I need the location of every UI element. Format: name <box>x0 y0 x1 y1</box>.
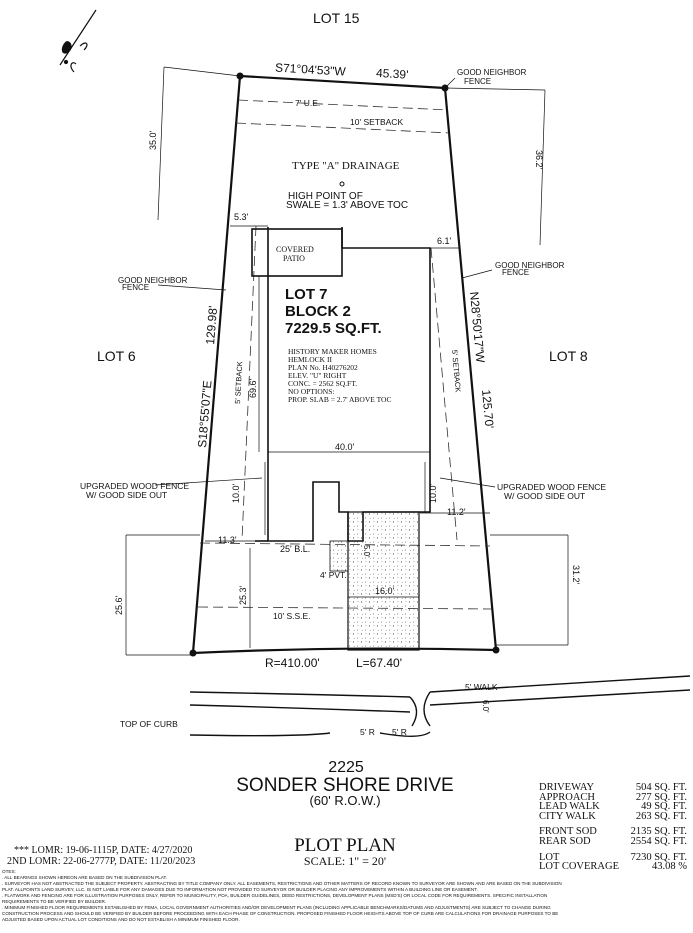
notes-title: OTES: <box>2 869 16 874</box>
dim-side-right: 10.0' <box>428 483 438 503</box>
dim-walk-small: 5.0' <box>362 545 371 558</box>
lot-corner-marker <box>190 650 197 657</box>
general-notes <box>2 869 692 923</box>
plot-plan-title: PLOT PLAN <box>294 835 396 856</box>
distance-left: 129.98' <box>203 305 221 346</box>
area-value: 43.08 % <box>652 861 687 873</box>
street-number: 2225 <box>328 759 364 776</box>
gn-fence-top-line2: FENCE <box>464 77 492 86</box>
neighbor-left: LOT 6 <box>97 348 136 364</box>
lomr-first: *** LOMR: 19-06-1115P, DATE: 4/27/2020 <box>14 845 193 856</box>
note-line: REQUIREMENTS TO BE VERIFIED BY BUILDER. <box>2 899 107 904</box>
setback-right-label: 5' SETBACK <box>450 349 463 393</box>
area-label: LOT COVERAGE <box>539 861 620 873</box>
builder-info <box>288 347 391 404</box>
radius-left: 5' R <box>360 727 375 737</box>
upgraded-left-line1: UPGRADED WOOD FENCE <box>80 481 190 491</box>
note-line: ADJUSTED BASED UPON ACTUAL LOT CONDITIONS AND DO NOT ESTABLISH A MINIMUM FINISHED FLOOR. <box>2 917 240 922</box>
note-line: . ALL BEARINGS SHOWN HEREON ARE BASED ON THE SUBDIVISION PLAT. <box>2 875 168 880</box>
dim-driveway-width: 16.0' <box>375 586 395 596</box>
covered-patio-line2: PATIO <box>283 254 305 263</box>
dim-top-left: 35.0' <box>148 130 158 150</box>
street-name: SONDER SHORE DRIVE <box>236 775 454 796</box>
area-value: 49 SQ. FT. <box>641 801 687 813</box>
dim-side-left: 10.0' <box>231 483 241 503</box>
lot-north-label: LOT 15 <box>313 10 360 26</box>
bl-label: 25' B.L. <box>280 544 311 554</box>
area-value: 263 SQ. FT. <box>635 810 687 822</box>
area-label: LEAD WALK <box>539 801 600 813</box>
lot-area: 7229.5 SQ.FT. <box>285 320 382 337</box>
bearing-top: S71°04'53"W <box>274 60 347 79</box>
gn-fence-left-line2: FENCE <box>122 283 150 292</box>
covered-patio-line1: COVERED <box>276 245 314 254</box>
area-row <box>539 812 687 822</box>
note-line: PLAT. ALLPOINTS LAND SURVEY, LLC. IS NOT LIABLE FOR ANY DAMAGES DUE TO INFORMATION NOT PROVIDED TO SURVEYOR OR BUILDER PLACING ANY IMPROVEMENTS WITHIN A BUILDING LINE OR EASEMENT. <box>2 887 478 892</box>
top-of-curb-label: TOP OF CURB <box>120 719 178 729</box>
builder-line: PROP. SLAB = 2.7' ABOVE TOC <box>288 395 392 404</box>
builder-line: NO OPTIONS: <box>288 387 335 396</box>
lot-number: LOT 7 <box>285 286 328 303</box>
upgraded-left-line2: W/ GOOD SIDE OUT <box>86 490 168 500</box>
neighbor-right: LOT 8 <box>549 348 588 364</box>
dim-front-mid: 25.3' <box>238 585 248 605</box>
curve-radius: R=410.00' <box>265 656 320 670</box>
upgraded-right-line1: UPGRADED WOOD FENCE <box>497 482 607 492</box>
dim-front-left: 25.6' <box>114 595 124 615</box>
gn-fence-left-line1: GOOD NEIGHBOR <box>118 276 188 285</box>
dim-top-right: 36.2' <box>534 150 544 170</box>
gn-fence-top-line1: GOOD NEIGHBOR <box>457 68 527 77</box>
builder-line: HEMLOCK II <box>288 355 332 364</box>
sse-label: 10' S.S.E. <box>273 611 311 621</box>
note-line: CONSTRUCTION PROCESS AND SHOULD BE VERIFIED BY BUILDER BEFORE PROCEEDING WITH EACH PHASE OF CONSTRUCTION. PROPOSED FINISHED FLOOR HEIGHTS ABOVE TOP OF CURB ARE CALCULATIONS FOR DRAINAGE PURPOSES TO BE <box>2 911 559 916</box>
area-label: APPROACH <box>539 791 596 803</box>
area-value: 2554 SQ. FT. <box>630 835 687 847</box>
upgraded-right-line2: W/ GOOD SIDE OUT <box>504 491 586 501</box>
ue-label: 7' U.E. <box>295 98 321 108</box>
area-summary-table <box>539 783 687 872</box>
area-label: DRIVEWAY <box>539 782 595 793</box>
note-line: . MINIMUM FINISHED FLOOR REQUIREMENTS ESTABLISHED BY FEMA, LOCAL GOVERNMENT AUTHORITIES AND/OR DEVELOPMENT PLANS (INCLUDING APPLICABLE BENCHMARKS/DATUMS AND ADJUSTMENTS) ARE SUBJECT TO CHANGE DURING <box>2 905 551 910</box>
builder-line: ELEV. "U" RIGHT <box>288 371 347 380</box>
high-point-marker <box>340 182 344 186</box>
dim-house-depth: 69.6' <box>248 378 258 398</box>
plot-plan-scale: SCALE: 1" = 20' <box>303 854 387 868</box>
curve-length: L=67.40' <box>356 656 403 670</box>
setback-left-label: 5' SETBACK <box>233 360 245 405</box>
walk-label: 5' WALK <box>465 682 498 692</box>
area-value: 277 SQ. FT. <box>635 791 687 803</box>
rear-setback-label: 10' SETBACK <box>350 117 404 127</box>
pvt-label: 4' PVT. <box>320 570 347 580</box>
high-point-line2: SWALE = 1.3' ABOVE TOC <box>286 200 409 211</box>
dim-house-width: 40.0' <box>335 442 355 452</box>
driveway <box>348 512 419 650</box>
area-label: CITY WALK <box>539 810 596 822</box>
block-number: BLOCK 2 <box>285 303 351 320</box>
dim-right-offset: 11.2' <box>447 507 466 517</box>
dim-side-right-front: 6.1' <box>437 236 452 246</box>
area-label: REAR SOD <box>539 835 591 847</box>
lead-walk <box>330 541 348 571</box>
dim-front-right: 31.2' <box>571 565 581 585</box>
street-row: (60' R.O.W.) <box>309 793 381 808</box>
radius-right: 5' R <box>392 727 407 737</box>
builder-line: HISTORY MAKER HOMES <box>288 347 377 356</box>
distance-right: 125.70' <box>479 389 497 430</box>
area-label: LOT <box>539 851 560 863</box>
area-value: 2135 SQ. FT. <box>630 826 687 838</box>
builder-line: CONC. = 2562 SQ.FT. <box>288 379 358 388</box>
lomr-second: 2ND LOMR: 22-06-2777P, DATE: 11/20/2023 <box>7 856 196 867</box>
north-arrow-icon <box>60 10 96 72</box>
area-label: FRONT SOD <box>539 826 597 838</box>
drainage-label: TYPE "A" DRAINAGE <box>292 160 400 172</box>
gn-fence-right-line1: GOOD NEIGHBOR <box>495 261 565 270</box>
sidewalk-and-curb <box>190 676 690 736</box>
note-line: . SURVEYOR HAS NOT ABSTRACTED THE SUBJECT PROPERTY. ABSTRACTING BY TITLE COMPANY ONLY. ALL EASEMENTS, RESTRICTIONS AND OTHER MATTERS OF RECORD KNOWN TO SURVEYOR ARE SHOWN AND ARE BASED ON THE SUBDIVISION <box>2 881 562 886</box>
distance-top: 45.39' <box>375 65 409 82</box>
high-point-line1: HIGH POINT OF <box>288 191 363 202</box>
bearing-right: N28°50'17"W <box>467 291 488 364</box>
dim-walk-small2: 6.0' <box>481 700 490 713</box>
lot-corner-marker <box>493 647 500 654</box>
area-row <box>539 837 687 847</box>
bearing-left: S18°55'07"E <box>195 379 215 449</box>
area-value: 7230 SQ. FT. <box>630 851 687 863</box>
area-value: 504 SQ. FT. <box>635 782 687 793</box>
builder-line: PLAN No. H40276202 <box>288 363 358 372</box>
note-line: . FLATWORK AND FENCING ARE FOR ILLUSTRATION PURPOSES ONLY. REFER TO MUNICIPALITY, POA, BUILDER GUIDELINES, DEED RESTRICTIONS, DEVELOPMENT PLANS (MSD'S) OR LOCAL CODE FOR REQUIREMENTS. SPECIFIC INSTALLATION <box>2 893 548 898</box>
gn-fence-right-line2: FENCE <box>502 268 530 277</box>
dim-left-offset: 11.3' <box>218 535 237 545</box>
dim-side-left-front: 5.3' <box>234 212 249 222</box>
